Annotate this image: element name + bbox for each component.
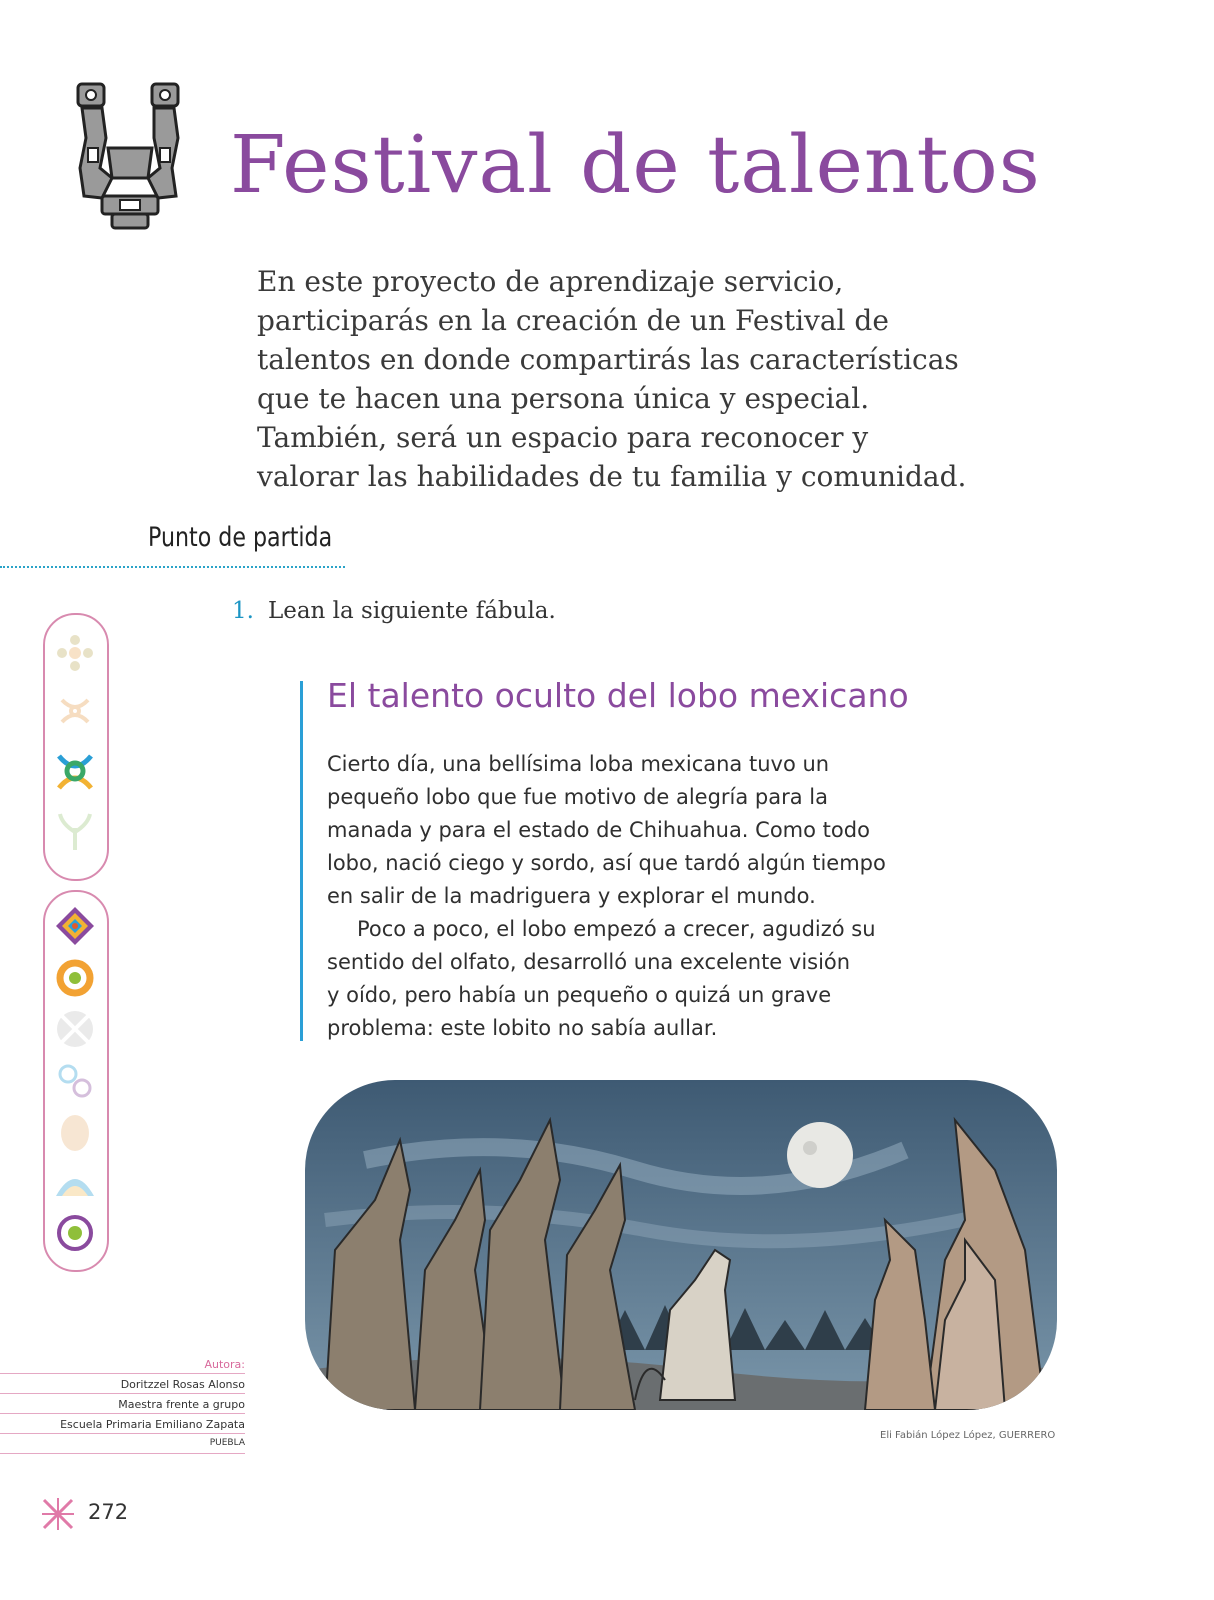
intro-line: En este proyecto de aprendizaje servicio, [257,265,844,298]
fable-body [327,748,987,1045]
seed-icon [54,1112,96,1154]
fable-line: Poco a poco, el lobo empezó a crecer, agudizó su [357,917,876,941]
illustration-credit: Eli Fabián López López, GUERRERO [880,1430,1056,1441]
hill-icon [54,1162,96,1204]
fable-line: manada y para el estado de Chihuahua. Como todo [327,818,870,842]
people-icon [54,750,96,792]
wolves-and-lynxes-illustration [305,1080,1057,1410]
author-label: Autora: [204,1358,245,1371]
page-number: 272 [88,1500,129,1524]
fable-line: lobo, nació ciego y sordo, así que tardó algún tiempo [327,851,886,875]
ring-icon [54,957,96,999]
fable-title: El talento oculto del lobo mexicano [327,676,909,715]
link-icon [54,1060,96,1102]
intro-line: talentos en donde compartirás las características [257,343,959,376]
page-title: Festival de talentos [230,118,1041,211]
author-name: Doritzzel Rosas Alonso [120,1378,245,1391]
credit-divider [0,1453,245,1454]
author-state: PUEBLA [209,1438,245,1448]
fable-line: problema: este lobito no sabía aullar. [327,1016,718,1040]
intro-line: que te hacen una persona única y especial. [257,382,870,415]
fable-line: y oído, pero había un pequeño o quizá un grave [327,983,832,1007]
fable-line: pequeño lobo que fue motivo de alegría para la [327,785,829,809]
cross-pattern-icon [54,1008,96,1050]
plant-icon [54,810,96,852]
intro-line: También, será un espacio para reconocer y [257,421,869,454]
decorative-glyph-icon [72,78,187,233]
spiral-figure-icon [54,690,96,732]
flower-icon [54,632,96,674]
section-divider [0,566,345,568]
intro-line: valorar las habilidades de tu familia y comunidad. [257,460,967,493]
intro-line: participarás en la creación de un Festival de [257,304,889,337]
intro-paragraph [257,262,987,496]
fable-accent-bar [300,681,303,1041]
fable-line: Cierto día, una bellísima loba mexicana tuvo un [327,752,830,776]
star-pattern-icon [40,1496,76,1532]
fable-line: en salir de la madriguera y explorar el mundo. [327,884,816,908]
instruction-text: Lean la siguiente fábula. [267,598,556,624]
credit-divider [0,1373,245,1374]
instruction-number: 1. [232,598,254,624]
splash-icon [54,1212,96,1254]
credit-divider [0,1393,245,1394]
fable-line: sentido del olfato, desarrolló una excelente visión [327,950,851,974]
author-role: Maestra frente a grupo [118,1398,245,1411]
credit-divider [0,1413,245,1414]
diamond-icon [54,905,96,947]
author-school: Escuela Primaria Emiliano Zapata [60,1418,245,1431]
section-heading: Punto de partida [148,522,333,553]
instruction [232,598,556,624]
credit-divider [0,1433,245,1434]
